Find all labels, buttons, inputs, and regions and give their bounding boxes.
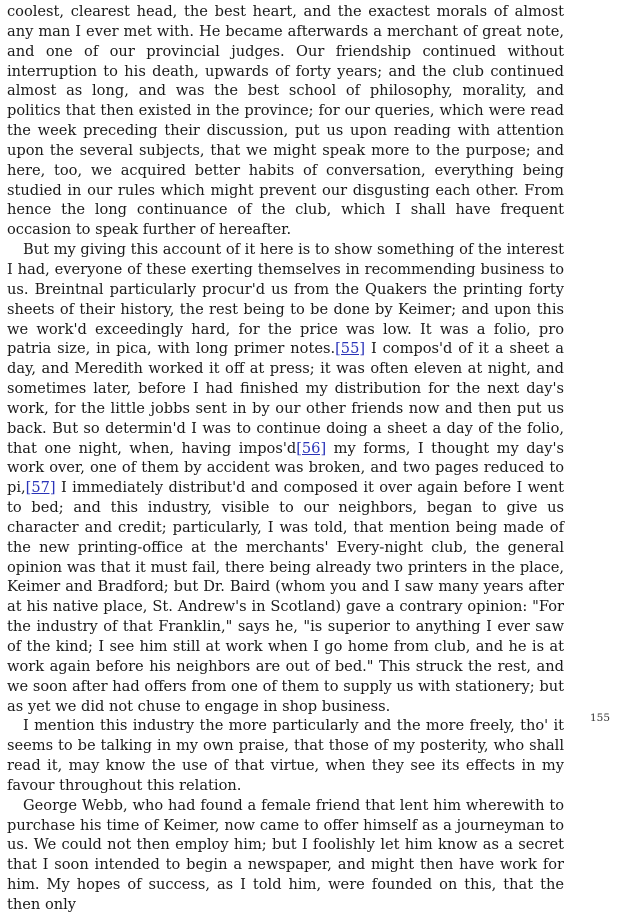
paragraph-1 — [7, 2, 564, 240]
paragraph-3 — [7, 716, 564, 795]
footnote-link-56[interactable]: [56] — [296, 439, 327, 457]
page-number: 155 — [590, 712, 611, 724]
paragraph-2-text-a: But my giving this account of it here is to show something of the interest I had, everyone of these exerting themselves in recommending business to us. Breintnal particularly procur'd us from the Quakers the printing forty sheets of their history, the rest being to be done by Keimer; and upon this we work'd exceedingly hard, for the price was low. It was a folio, pro patria size, in pica, with long primer notes. — [7, 241, 564, 358]
paragraph-2-text-d: I immediately distribut'd and composed it over again before I went to bed; and this industry, visible to our neighbors, began to give us character and credit; particularly, I was told, that mention being made of the new printing-office at the merchants' Every-night club, the general opinion was that it must fail, there being already two printers in the place, Keimer and Bradford; but Dr. Baird (whom you and I saw many years after at his native place, St. Andrew's in Scotland) gave a contrary opinion: "For the industry of that Franklin," says he, "is superior to anything I ever saw of the kind; I see him still at work when I go home from club, and he is at work again before his neighbors are out of bed." This struck the rest, and we soon after had offers from one of them to supply us with stationery; but as yet we did not chuse to engage in shop business. — [7, 479, 564, 715]
paragraph-4-text: George Webb, who had found a female friend that lent him wherewith to purchase his time of Keimer, now came to offer himself as a journeyman to us. We could not then employ him; but I foolishly let him know as a secret that I soon intended to begin a newspaper, and might then have work for him. My hopes of success, as I told him, were founded on this, that the then only — [7, 796, 564, 913]
footnote-link-55[interactable]: [55] — [335, 340, 366, 358]
paragraph-4 — [7, 796, 564, 915]
paragraph-2-text-c: my forms, I thought my day's work over, one of them by accident was broken, and two pages reduced to pi, — [7, 439, 564, 497]
paragraph-1-text: coolest, clearest head, the best heart, and the exactest morals of almost any man I ever met with. He became afterwards a merchant of great note, and one of our provincial judges. Our friendship continued without interruption to his death, upwards of forty years; and the club continued almost as long, and was the best school of philosophy, morality, and politics that then existed in the province; for our queries, which were read the week preceding their discussion, put us upon reading with attention upon the several subjects, that we might speak more to the purpose; and here, too, we acquired better habits of conversation, everything being studied in our rules which might prevent our disgusting each other. From hence the long continuance of the club, which I shall have frequent occasion to speak further of hereafter. — [7, 3, 564, 239]
footnote-link-57[interactable]: [57] — [25, 479, 56, 497]
paragraph-2-text-b: I compos'd of it a sheet a day, and Meredith worked it off at press; it was often eleven at night, and sometimes later, before I had finished my distribution for the next day's work, for the little jobbs sent in by our other friends now and then put us back. But so determin'd I was to continue doing a sheet a day of the folio, that one night, when, having impos'd — [7, 340, 564, 457]
body-text — [7, 2, 564, 915]
paragraph-3-text: I mention this industry the more particularly and the more freely, tho' it seems to be talking in my own praise, that those of my posterity, who shall read it, may know the use of that virtue, when they see its effects in my favour throughout this relation. — [7, 717, 564, 794]
paragraph-2 — [7, 240, 564, 716]
